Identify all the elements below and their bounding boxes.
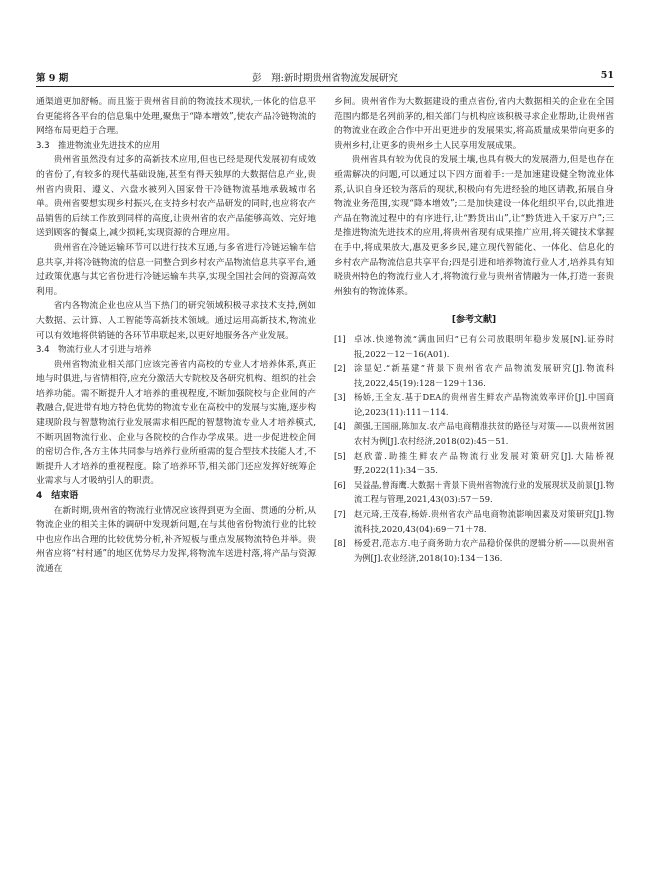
left-column bbox=[36, 95, 316, 577]
reference-list bbox=[334, 332, 614, 566]
reference-item bbox=[334, 390, 614, 419]
reference-number: [6] bbox=[334, 479, 346, 490]
reference-item bbox=[334, 449, 614, 478]
body-paragraph: 贵州省具有较为优良的发展土壤,也具有极大的发展潜力,但是也存在亟需解决的问题,可以通过以下四方面着手:一是加速建设健全物流业体系,认识自身还较为落后的现状,积极向有先进经验的地区请教,拓展自身物流业务范围,实现“降本增效”;二是加快建设一体化组织平台,以此推进产品在物流过程中的有序进行,让“黔货出山”,让“黔货进入千家万户”;三是推进物流先进技术的应用,将贵州省现有成果推广应用,将关键技术掌握在手中,将成果放大,惠及更多乡民,建立现代智能化、一体化、信息化的乡村农产品物流信息共享平台;四是引进和培养物流行业人才,培养具有知晓贵州特色的物流行业人才,将物流行业与贵州省情融为一体,打造一套贵州独有的物流体系。 bbox=[334, 155, 614, 297]
reference-text: 赵欣蕾.助推生鲜农产品物流行业发展对策研究[J].大陆桥视野,2022(11):34－35. bbox=[354, 450, 614, 476]
reference-item bbox=[334, 419, 614, 448]
header-rule bbox=[36, 86, 614, 87]
page-header bbox=[36, 70, 614, 86]
reference-number: [3] bbox=[334, 392, 346, 403]
reference-text: 涂显妃.“新基建”背景下贵州省农产品物流发展研究[J].物流科技,2022,45(19):128－129＋136. bbox=[354, 363, 614, 388]
subsection-heading: 3.3 推进物流业先进技术的应用 bbox=[36, 140, 161, 151]
reference-text: 卓冰.快递物流“满血回归”已有公司放眼明年稳步发展[N].证券时报,2022－12－16(A01). bbox=[354, 333, 614, 359]
references-title: [参考文献] bbox=[451, 315, 497, 326]
reference-text: 颜强,王国丽,陈加友.农产品电商精准扶贫的路径与对策——以贵州贫困农村为例[J].农村经济,2018(02):45－51. bbox=[354, 421, 614, 447]
reference-item bbox=[334, 536, 614, 565]
page-number: 51 bbox=[600, 70, 614, 81]
reference-number: [7] bbox=[334, 509, 346, 520]
body-paragraph: 在新时期,贵州省的物流行业情况应该得到更为全面、贯通的分析,从物流企业的相关主体的调研中发现新问题,在与其他省份物流行业的比较中也应作出合理的比较优势分析,补齐短板与重点发展物流特色并举。贵州省应将“村村通”的地区优势尽力发挥,将物流车送进村落,将产品与资源流通在 bbox=[36, 505, 316, 574]
body-paragraph: 通渠道更加舒畅。而且鉴于贵州省目前的物流技术现状,一体化的信息平台更能将各平台的信息集中处理,聚焦于“降本增效”,使农产品冷链物流的网络布局更趋于合理。 bbox=[36, 97, 316, 137]
reference-item bbox=[334, 361, 614, 390]
section-heading: 4 结束语 bbox=[36, 491, 79, 502]
body-paragraph: 省内各物流企业也应从当下热门的研究领域积极寻求技术支持,例如大数据、云计算、人工智能等高新技术领域。通过运用高新技术,物流业可以有效地将供销链的各环节串联起来,以更好地服务各产业发展。 bbox=[36, 301, 316, 341]
body-paragraph: 贵州省在冷链运输环节可以进行技术互通,与多省进行冷链运输车信息共享,并将冷链物流的信息一同整合到乡村农产品物流信息共享平台,通过政策优惠与其它省份进行冷链运输车共享,实现全国社会间的资源高效利用。 bbox=[36, 242, 316, 297]
reference-text: 杨娇,王全友.基于DEA的贵州省生鲜农产品物流效率评价[J].中国商论,2023(11):111－114. bbox=[354, 392, 614, 417]
reference-text: 吴益晶,曾海鹰.大数据＋背景下贵州省物流行业的发展现状及前景[J].物流工程与管理,2021,43(03):57－59. bbox=[354, 479, 614, 505]
body-paragraph: 贵州省物流业相关部门应该完善省内高校的专业人才培养体系,真正地与时俱进,与省情相符,应充分激活大专院校及各研究机构、组织的社会培养功能。需不断提升人才培养的重视程度,不断加强院校与企业间的产教融合,促进带有地方特色优势的物流专业在高校中的发展与实施,逐步构建现阶段与智慧物流行业发展需求相匹配的智慧物流专业人才培养模式,不断巩固物流行业、企业与各院校的合作办学成果。进一步促进校企间的密切合作,各方主体共同参与培养行业所亟需的复合型技术技能人才,不断提升人才培养的重视程度。除了培养环节,相关部门还应发挥好统筹企业需求与人才吸纳引人的职责。 bbox=[36, 359, 316, 487]
right-column bbox=[334, 95, 614, 565]
issue-number: 第 9 期 bbox=[36, 73, 69, 84]
reference-text: 杨爱君,范志方.电子商务助力农产品稳价保供的逻辑分析——以贵州省为例[J].农业经济,2018(10):134－136. bbox=[354, 538, 614, 563]
reference-text: 赵元琦,王茂春,杨娇.贵州省农产品电商物流影响因素及对策研究[J].物流科技,2020,43(04):69－71＋78. bbox=[354, 509, 614, 534]
body-paragraph: 贵州省虽然没有过多的高新技术应用,但也已经是现代发展初有成效的省份了,有较多的现代基础设施,甚至有得天独厚的大数据信息产业,贵州省内贵阳、遵义、六盘水被列入国家骨干冷链物流基地承载城市名单。贵州省要想实现乡村振兴,在支持乡村农产品研发的同时,也应将农产品销售的后续工作放到同样的高度,让贵州省的农产品能够高效、完好地送到顾客的餐桌上,减少损耗,实现资源的合理应用。 bbox=[36, 155, 316, 239]
reference-item bbox=[334, 332, 614, 361]
running-title: 彭 翔:新时期贵州省物流发展研究 bbox=[252, 73, 398, 84]
subsection-heading: 3.4 物流行业人才引进与培养 bbox=[36, 345, 152, 356]
reference-number: [5] bbox=[334, 450, 346, 461]
reference-number: [8] bbox=[334, 538, 346, 549]
reference-number: [4] bbox=[334, 421, 346, 432]
reference-item bbox=[334, 478, 614, 507]
reference-item bbox=[334, 507, 614, 536]
body-paragraph: 乡间。贵州省作为大数据建设的重点省份,省内大数据相关的企业在全国范围内都是名列前茅的,相关部门与机构应该积极寻求企业帮助,让贵州省的物流业在政企合作中开出更进步的发展果实,将高质量成果带向更多的贵州乡村,让更多的贵州乡土人民享用发展成果。 bbox=[334, 97, 614, 151]
right-column-body bbox=[334, 95, 614, 299]
reference-number: [2] bbox=[334, 363, 346, 374]
reference-number: [1] bbox=[334, 333, 346, 344]
